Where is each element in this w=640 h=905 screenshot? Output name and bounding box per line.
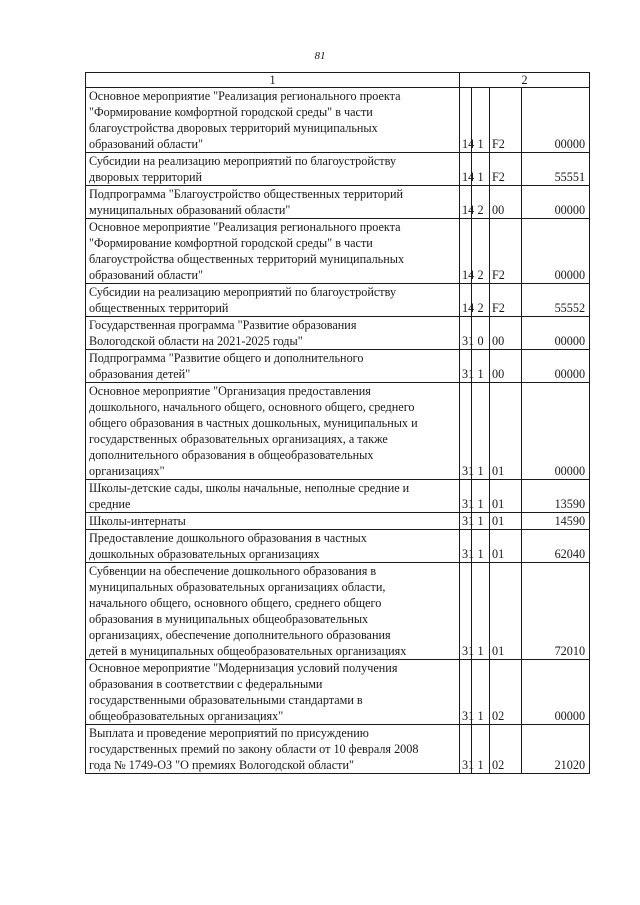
direction-code-cell: 55551 (522, 153, 590, 186)
row-name-cell: Предоставление дошкольного образования в частных дошкольных образовательных организациях (86, 530, 460, 563)
table-row (86, 725, 590, 774)
table-row (86, 219, 590, 284)
table-row (86, 383, 590, 480)
subprogram-code-cell: 1 (472, 725, 490, 774)
direction-code-cell: 00000 (522, 350, 590, 383)
program-code-cell: 31 (460, 513, 472, 530)
activity-code-cell: 01 (490, 480, 522, 513)
subprogram-code-cell: 1 (472, 88, 490, 153)
subprogram-code-cell: 0 (472, 317, 490, 350)
table-row (86, 563, 590, 660)
table-row (86, 284, 590, 317)
table-body (86, 88, 590, 774)
table-row (86, 350, 590, 383)
direction-code-cell: 14590 (522, 513, 590, 530)
program-code-cell: 31 (460, 563, 472, 660)
activity-code-cell: 01 (490, 383, 522, 480)
row-name-cell: Субсидии на реализацию мероприятий по благоустройству дворовых территорий (86, 153, 460, 186)
activity-code-cell: 02 (490, 660, 522, 725)
row-name-cell: Основное мероприятие "Модернизация условий получения образования в соответствии с федеральными государственными образовательными стандартами в общеобразовательных организациях" (86, 660, 460, 725)
subprogram-code-cell: 1 (472, 563, 490, 660)
program-code-cell: 14 (460, 284, 472, 317)
column-header-code: 2 (460, 73, 590, 88)
subprogram-code-cell: 1 (472, 530, 490, 563)
row-name-cell: Основное мероприятие "Организация предоставления дошкольного, начального общего, основного общего, среднего общего образования в частных дошкольных, муниципальных и государственных образовательных организациях, а также дополнительного образования в общеобразовательных организациях" (86, 383, 460, 480)
program-code-cell: 31 (460, 660, 472, 725)
table-row (86, 317, 590, 350)
activity-code-cell: 02 (490, 725, 522, 774)
row-name-cell: Субсидии на реализацию мероприятий по благоустройству общественных территорий (86, 284, 460, 317)
subprogram-code-cell: 2 (472, 219, 490, 284)
row-name-cell: Выплата и проведение мероприятий по присуждению государственных премий по закону области от 10 февраля 2008 года № 1749-ОЗ "О премиях Вологодской области" (86, 725, 460, 774)
table-row (86, 480, 590, 513)
budget-classification-table (85, 72, 590, 774)
direction-code-cell: 00000 (522, 219, 590, 284)
table-row (86, 88, 590, 153)
table-row (86, 660, 590, 725)
row-name-cell: Школы-интернаты (86, 513, 460, 530)
program-code-cell: 14 (460, 219, 472, 284)
table-row (86, 153, 590, 186)
direction-code-cell: 00000 (522, 186, 590, 219)
table-row (86, 530, 590, 563)
table-row (86, 186, 590, 219)
subprogram-code-cell: 1 (472, 513, 490, 530)
program-code-cell: 14 (460, 88, 472, 153)
row-name-cell: Государственная программа "Развитие образования Вологодской области на 2021-2025 годы" (86, 317, 460, 350)
direction-code-cell: 72010 (522, 563, 590, 660)
program-code-cell: 14 (460, 186, 472, 219)
column-header-name: 1 (86, 73, 460, 88)
program-code-cell: 31 (460, 317, 472, 350)
direction-code-cell: 13590 (522, 480, 590, 513)
subprogram-code-cell: 1 (472, 350, 490, 383)
activity-code-cell: 00 (490, 186, 522, 219)
direction-code-cell: 00000 (522, 88, 590, 153)
activity-code-cell: 00 (490, 317, 522, 350)
row-name-cell: Подпрограмма "Благоустройство общественных территорий муниципальных образований области" (86, 186, 460, 219)
direction-code-cell: 21020 (522, 725, 590, 774)
direction-code-cell: 00000 (522, 383, 590, 480)
table-header-row (86, 73, 590, 88)
row-name-cell: Школы-детские сады, школы начальные, неполные средние и средние (86, 480, 460, 513)
subprogram-code-cell: 1 (472, 480, 490, 513)
row-name-cell: Субвенции на обеспечение дошкольного образования в муниципальных образовательных организациях области, начального общего, основного общего, среднего общего образования в муниципальных общеобразовательных организациях, обеспечение дополнительного образования детей в муниципальных общеобразовательных организациях (86, 563, 460, 660)
program-code-cell: 31 (460, 530, 472, 563)
direction-code-cell: 00000 (522, 317, 590, 350)
direction-code-cell: 55552 (522, 284, 590, 317)
row-name-cell: Основное мероприятие "Реализация регионального проекта "Формирование комфортной городской среды" в части благоустройства общественных территорий муниципальных образований области" (86, 219, 460, 284)
row-name-cell: Подпрограмма "Развитие общего и дополнительного образования детей" (86, 350, 460, 383)
activity-code-cell: 01 (490, 513, 522, 530)
subprogram-code-cell: 2 (472, 186, 490, 219)
activity-code-cell: 01 (490, 563, 522, 660)
page-number: 81 (314, 50, 326, 62)
program-code-cell: 31 (460, 350, 472, 383)
program-code-cell: 31 (460, 725, 472, 774)
subprogram-code-cell: 1 (472, 383, 490, 480)
direction-code-cell: 00000 (522, 660, 590, 725)
activity-code-cell: 01 (490, 530, 522, 563)
activity-code-cell: F2 (490, 284, 522, 317)
subprogram-code-cell: 1 (472, 153, 490, 186)
subprogram-code-cell: 2 (472, 284, 490, 317)
program-code-cell: 31 (460, 480, 472, 513)
activity-code-cell: 00 (490, 350, 522, 383)
table-row (86, 513, 590, 530)
activity-code-cell: F2 (490, 219, 522, 284)
program-code-cell: 31 (460, 383, 472, 480)
activity-code-cell: F2 (490, 153, 522, 186)
subprogram-code-cell: 1 (472, 660, 490, 725)
program-code-cell: 14 (460, 153, 472, 186)
activity-code-cell: F2 (490, 88, 522, 153)
direction-code-cell: 62040 (522, 530, 590, 563)
row-name-cell: Основное мероприятие "Реализация регионального проекта "Формирование комфортной городской среды" в части благоустройства дворовых территорий муниципальных образований области" (86, 88, 460, 153)
